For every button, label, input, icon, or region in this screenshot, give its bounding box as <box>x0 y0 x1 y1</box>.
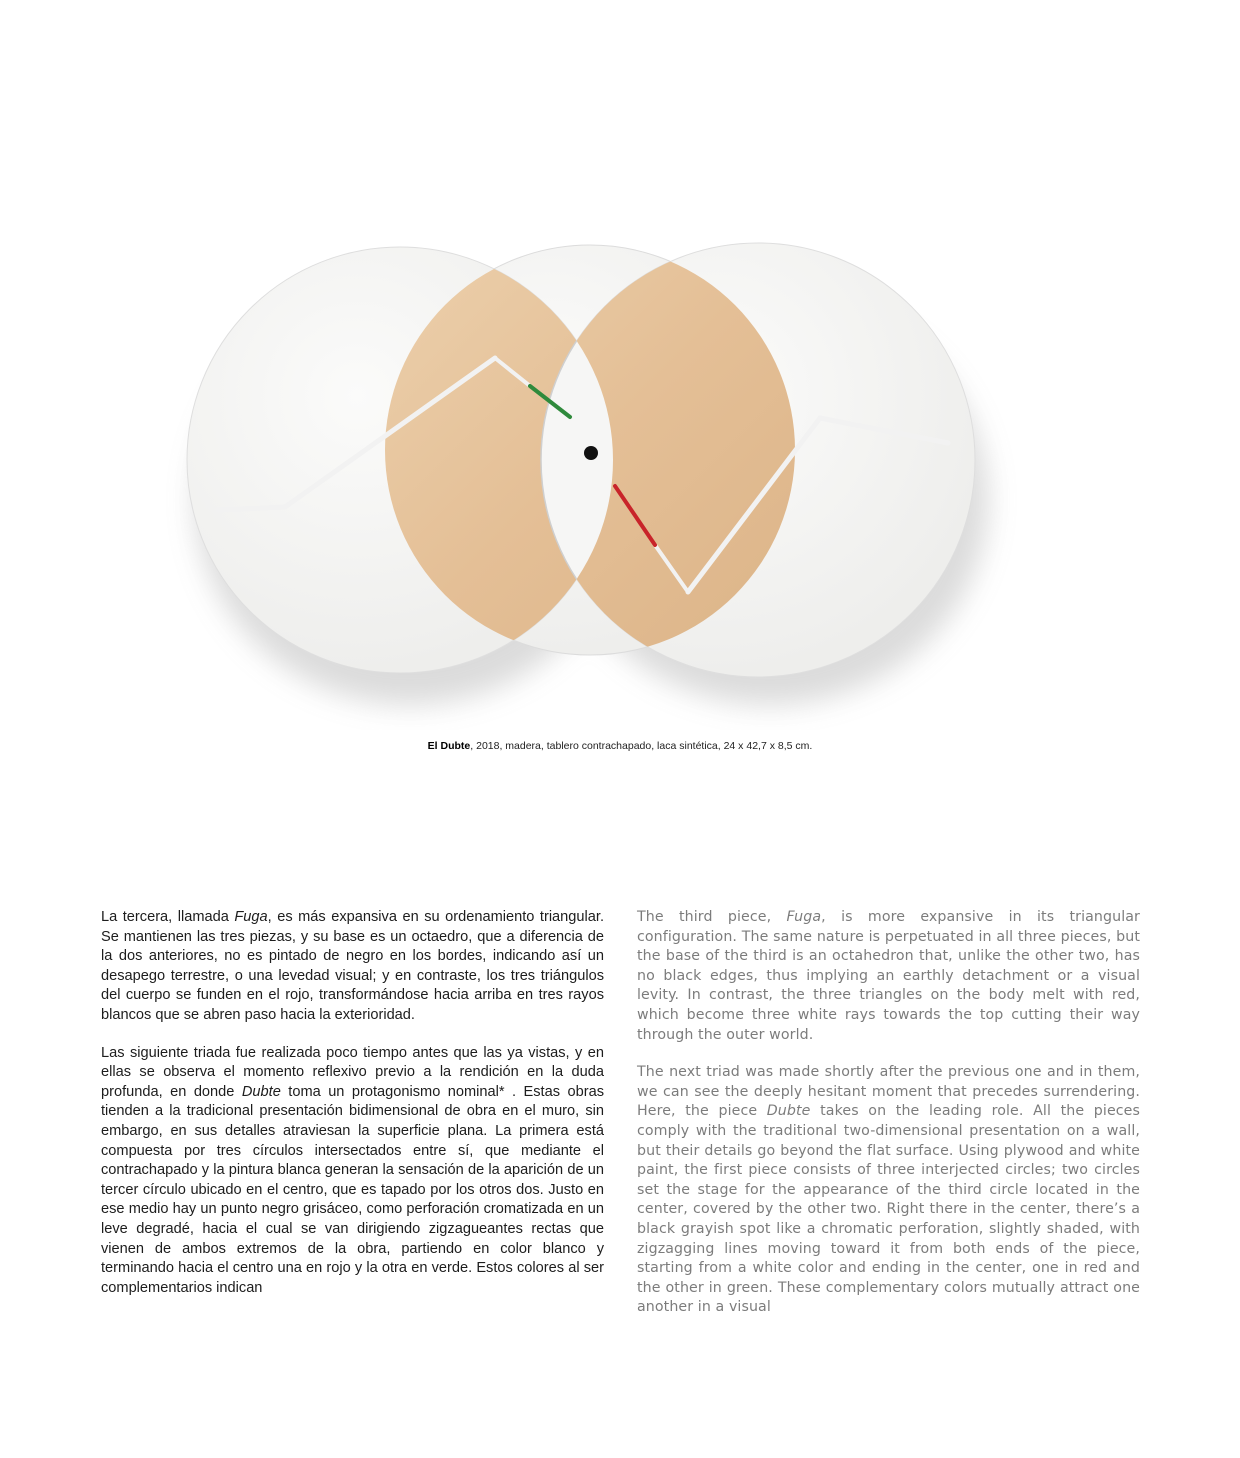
artwork-photo <box>150 200 1100 730</box>
spanish-paragraph-1 <box>101 908 604 1026</box>
english-p1-text-b: , is more expansive in its triangular configuration. The same nature is perpetuated in all three pieces, but the base of the third is an octahedron that, unlike the other two, has no black edges, thus implying an earthly detachment or a visual levity. In contrast, the three triangles on the body melt with red, which become three white rays towards the top cutting their way through the outer world. <box>637 909 1140 1043</box>
spanish-p1-text-a: La tercera, llamada <box>101 909 235 925</box>
english-p1-italic: Fuga <box>786 909 822 925</box>
english-paragraph-1 <box>637 908 1140 1045</box>
spanish-p2-text-b: toma un protagonismo nominal* . Estas obras tienden a la tradicional presentación bidimensional de obra en el muro, sin embargo, en sus detalles atraviesan la superficie plana. La primera está compuesta por tres círculos intersectados entre sí, que mediante el contrachapado y la pintura blanca generan la sensación de la aparición de un tercer círculo ubicado en el centro, que es tapado por los otros dos. Justo en ese medio hay un punto negro grisáceo, como perforación cromatizada en un leve degradé, hacia el cual se van dirigiendo zigzagueantes rectas que vienen de ambos extremos de la obra, partiendo en color blanco y terminando hacia el centro una en rojo y la otra en verde. Estos colores al ser complementarios indican <box>101 1083 604 1296</box>
spanish-p1-text-b: , es más expansiva en su ordenamiento triangular. Se mantienen las tres piezas, y su base es un octaedro, que a diferencia de la dos anteriores, no es pintado de negro en los bordes, indicando así un desapego terrestre, o una levedad visual; y en contraste, los tres triángulos del cuerpo se funden en el rojo, transformándose hacia arriba en tres rayos blancos que se abren paso hacia la exterioridad. <box>101 909 604 1023</box>
spanish-p2-text-a: Las siguiente triada fue realizada poco tiempo antes que las ya vistas, y en ellas se observa el momento reflexivo previo a la rendición en la duda profunda, en donde <box>101 1044 604 1100</box>
english-column <box>637 908 1140 1336</box>
english-paragraph-2 <box>637 1063 1140 1318</box>
spanish-p2-italic: Dubte <box>241 1083 281 1100</box>
figure-caption <box>0 740 1240 752</box>
black-dot <box>584 446 598 460</box>
english-p2-italic: Dubte <box>766 1103 811 1120</box>
caption-title: El Dubte <box>427 740 471 752</box>
spanish-paragraph-2 <box>101 1044 604 1299</box>
spanish-p1-italic: Fuga <box>234 909 268 925</box>
english-p2-text-b: takes on the leading role. All the pieces comply with the traditional two-dimensional presentation on a wall, but their details go beyond the flat surface. Using plywood and white paint, the first piece consists of three interjected circles; two circles set the stage for the appearance of the third circle located in the center, covered by the other two. Right there in the center, there’s a black grayish spot like a chromatic perforation, slightly shaded, with zigzagging lines moving toward it from both ends of the piece, starting from a white color and ending in the center, one in red and the other in green. These complementary colors mutually attract one another in a visual <box>637 1103 1140 1316</box>
english-p1-text-a: The third piece, <box>637 909 787 925</box>
spanish-column <box>101 908 604 1316</box>
caption-details: , 2018, madera, tablero contrachapado, laca sintética, 24 x 42,7 x 8,5 cm. <box>470 740 813 752</box>
english-p2-text-a: The next triad was made shortly after the previous one and in them, we can see the deeply hesitant moment that precedes surrendering. Here, the piece <box>637 1064 1140 1120</box>
